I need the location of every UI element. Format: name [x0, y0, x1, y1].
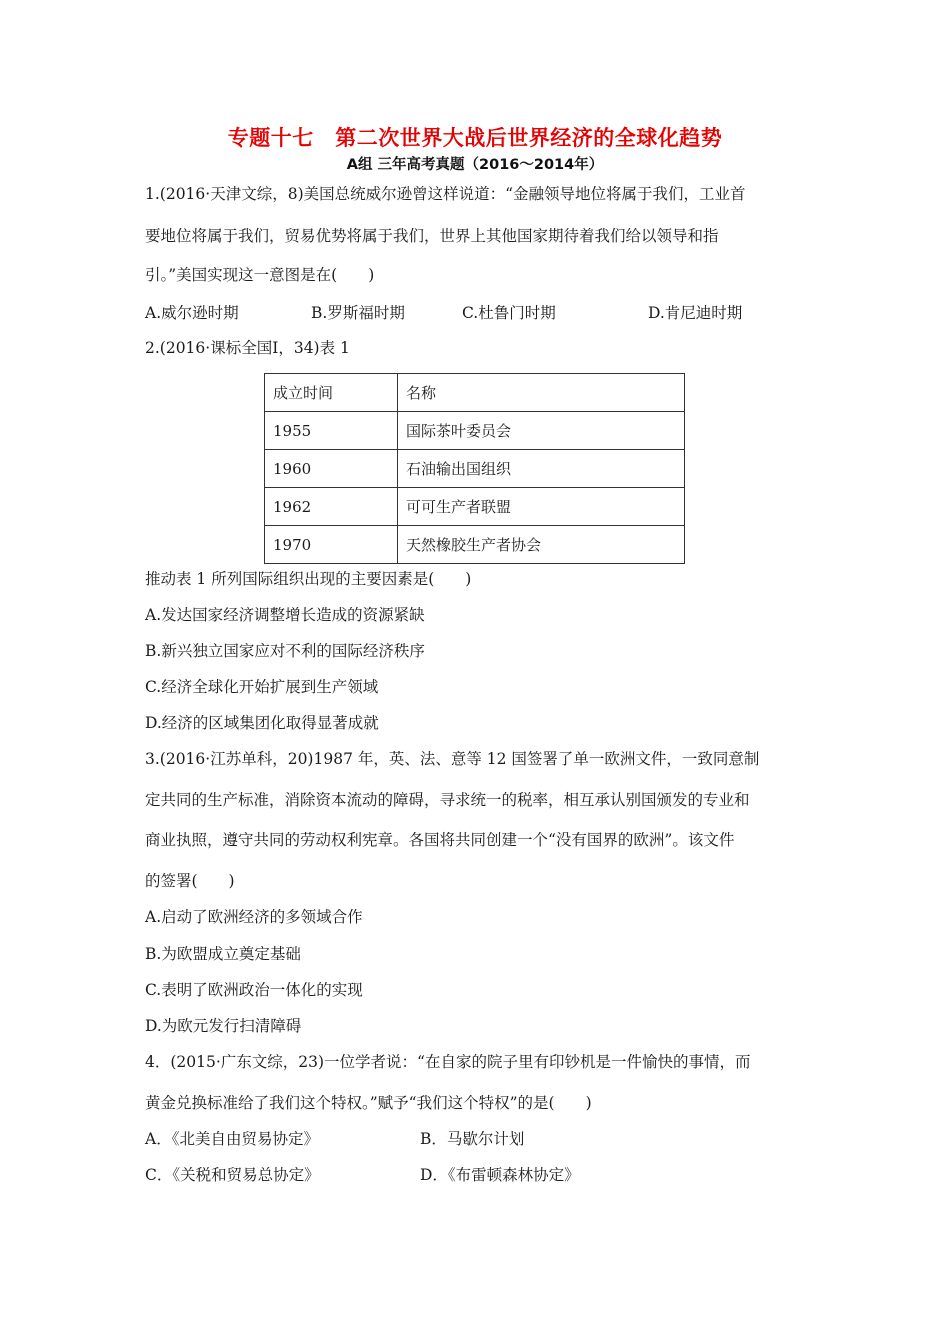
q3-line-3: 商业执照，遵守共同的劳动权利宪章。各国将共同创建一个“没有国界的欧洲”。该文件 — [145, 831, 735, 849]
table-header-row — [265, 374, 685, 412]
page-title: 专题十七 第二次世界大战后世界经济的全球化趋势 — [227, 126, 723, 150]
table-row — [265, 488, 685, 526]
table-cell-year: 1962 — [265, 488, 398, 526]
q3-option-b: B.为欧盟成立奠定基础 — [145, 945, 301, 963]
table-cell-name: 国际茶叶委员会 — [398, 412, 685, 450]
q2-stem: 推动表 1 所列国际组织出现的主要因素是( ) — [145, 570, 472, 588]
table-cell-name: 天然橡胶生产者协会 — [398, 526, 685, 564]
q2-option-a: A.发达国家经济调整增长造成的资源紧缺 — [145, 606, 425, 624]
q3-line-1: 3.(2016·江苏单科，20)1987 年，英、法、意等 12 国签署了单一欧洲文件，一致同意制 — [145, 750, 760, 768]
table-1 — [264, 373, 685, 564]
q2-option-b: B.新兴独立国家应对不利的国际经济秩序 — [145, 642, 425, 660]
q2-option-d: D.经济的区域集团化取得显著成就 — [145, 714, 379, 732]
q1-option-d: D.肯尼迪时期 — [648, 304, 743, 322]
table-header-cell: 成立时间 — [265, 374, 398, 412]
q4-option-b: B．马歇尔计划 — [420, 1130, 525, 1148]
q4-option-a: A．《北美自由贸易协定》 — [145, 1130, 319, 1148]
q3-option-c: C.表明了欧洲政治一体化的实现 — [145, 981, 363, 999]
q1-option-c: C.杜鲁门时期 — [462, 304, 556, 322]
table-cell-name: 石油输出国组织 — [398, 450, 685, 488]
table-cell-year: 1970 — [265, 526, 398, 564]
q1-line-3: 引。”美国实现这一意图是在( ) — [145, 266, 375, 284]
q3-option-a: A.启动了欧洲经济的多领域合作 — [145, 908, 363, 926]
q4-option-d: D．《布雷顿森林协定》 — [420, 1166, 580, 1184]
q3-line-4: 的签署( ) — [145, 872, 235, 890]
q2-option-c: C.经济全球化开始扩展到生产领域 — [145, 678, 379, 696]
table-header-cell: 名称 — [398, 374, 685, 412]
q1-option-b: B.罗斯福时期 — [311, 304, 405, 322]
table-cell-year: 1955 — [265, 412, 398, 450]
q3-line-2: 定共同的生产标准，消除资本流动的障碍，寻求统一的税率，相互承认别国颁发的专业和 — [145, 791, 750, 809]
q4-line-2: 黄金兑换标准给了我们这个特权。”赋予“我们这个特权”的是( ) — [145, 1094, 592, 1112]
q2-line-1: 2.(2016·课标全国Ⅰ，34)表 1 — [145, 339, 350, 357]
q1-line-1: 1.(2016·天津文综，8)美国总统威尔逊曾这样说道：“金融领导地位将属于我们，工业首 — [145, 185, 746, 203]
q1-line-2: 要地位将属于我们，贸易优势将属于我们，世界上其他国家期待着我们给以领导和指 — [145, 227, 719, 245]
q3-option-d: D.为欧元发行扫清障碍 — [145, 1017, 302, 1035]
table-row — [265, 412, 685, 450]
table-cell-name: 可可生产者联盟 — [398, 488, 685, 526]
q1-option-a: A.威尔逊时期 — [145, 304, 239, 322]
table-row — [265, 526, 685, 564]
section-subtitle: A组 三年高考真题（2016～2014年） — [346, 157, 604, 173]
table-row — [265, 450, 685, 488]
q4-line-1: 4．(2015·广东文综，23)一位学者说：“在自家的院子里有印钞机是一件愉快的事情，而 — [145, 1053, 751, 1071]
table-cell-year: 1960 — [265, 450, 398, 488]
q4-option-c: C．《关税和贸易总协定》 — [145, 1166, 320, 1184]
